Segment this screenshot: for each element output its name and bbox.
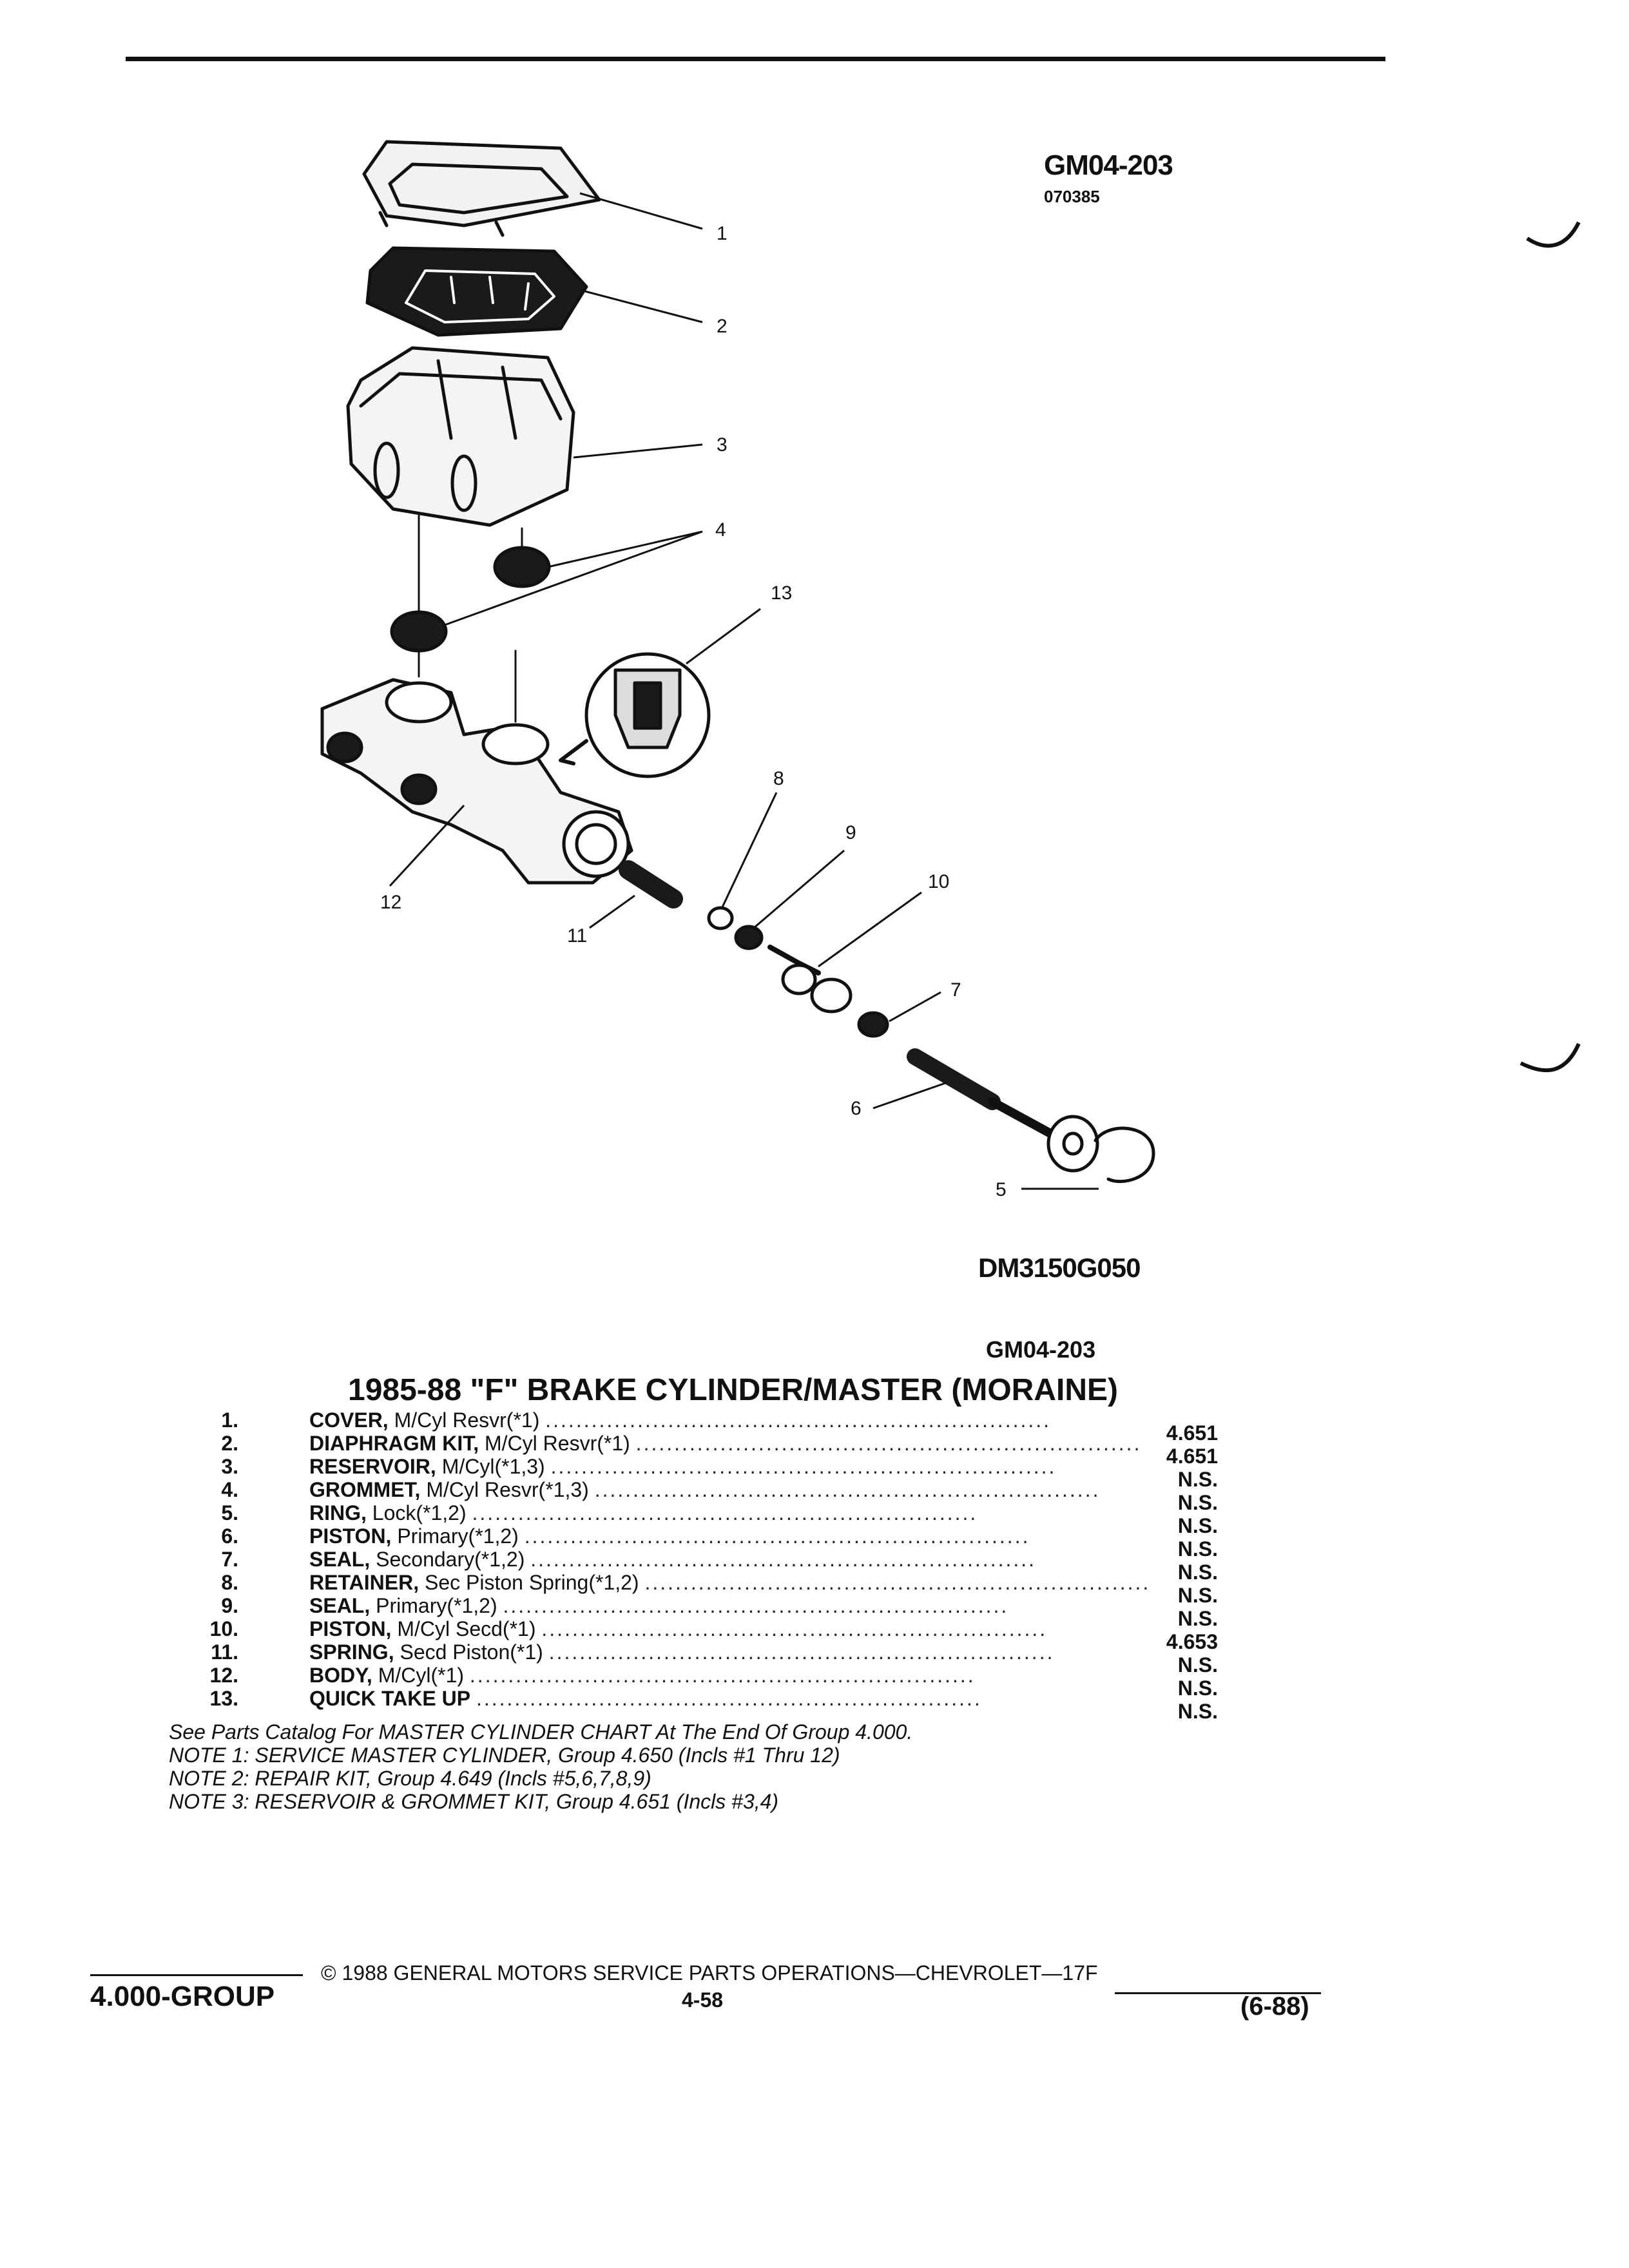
part-number: 12.	[209, 1664, 238, 1687]
part-description: RING, Lock(*1,2) ..................................................................	[309, 1501, 978, 1524]
part-number: 10.	[209, 1617, 238, 1640]
spring-part	[628, 870, 673, 899]
parts-row	[180, 1548, 1250, 1571]
part-description: PISTON, M/Cyl Secd(*1) ..................................................................	[309, 1617, 1048, 1640]
part-group: 4.653	[1166, 1630, 1218, 1653]
part-description: SEAL, Secondary(*1,2) ..................................................................	[309, 1548, 1037, 1571]
parts-row	[180, 1478, 1250, 1501]
parts-row	[180, 1571, 1250, 1594]
callout-13: 13	[771, 582, 793, 604]
callout-1: 1	[717, 223, 728, 244]
part-number: 8.	[221, 1571, 238, 1594]
part-description: RESERVOIR, M/Cyl(*1,3) ..................................................................	[309, 1455, 1057, 1478]
note-line: See Parts Catalog For MASTER CYLINDER CHART At The End Of Group 4.000.	[169, 1720, 913, 1744]
part-group: N.S.	[1177, 1468, 1218, 1491]
secondary-piston-part	[770, 947, 851, 1012]
parts-row	[180, 1687, 1250, 1710]
parts-row	[180, 1640, 1250, 1664]
part-description: PISTON, Primary(*1,2) ..................................................................	[309, 1524, 1030, 1548]
part-number: 13.	[209, 1687, 238, 1710]
parts-row	[180, 1664, 1250, 1687]
part-group: N.S.	[1177, 1514, 1218, 1537]
figure-date: 070385	[1044, 187, 1100, 206]
cover-part	[364, 142, 599, 235]
part-group: 4.651	[1166, 1421, 1218, 1445]
callout-6: 6	[851, 1098, 862, 1119]
part-number: 1.	[221, 1408, 238, 1432]
parts-list	[180, 1408, 1250, 1710]
part-description: BODY, M/Cyl(*1) ..................................................................	[309, 1664, 976, 1687]
callout-9: 9	[845, 822, 856, 843]
part-description: SPRING, Secd Piston(*1) ..................................................................	[309, 1640, 1055, 1664]
seal-secondary-part	[859, 1013, 887, 1036]
part-description: RETAINER, Sec Piston Spring(*1,2) ..................................................................	[309, 1571, 1151, 1594]
part-number: 6.	[221, 1524, 238, 1548]
part-group: N.S.	[1177, 1700, 1218, 1723]
figure-id: GM04-203	[1044, 149, 1173, 181]
part-group: N.S.	[1177, 1537, 1218, 1561]
callout-5: 5	[996, 1179, 1007, 1200]
part-group: N.S.	[1177, 1607, 1218, 1630]
seal-primary-part	[736, 927, 762, 948]
page-title: 1985-88 "F" BRAKE CYLINDER/MASTER (MORAINE)	[348, 1373, 1118, 1407]
callout-8: 8	[773, 768, 784, 789]
note-line: NOTE 2: REPAIR KIT, Group 4.649 (Incls #5,6,7,8,9)	[169, 1767, 651, 1790]
part-number: 7.	[221, 1548, 238, 1571]
callout-11: 11	[567, 925, 588, 947]
part-group: N.S.	[1177, 1677, 1218, 1700]
part-group: N.S.	[1177, 1584, 1218, 1607]
reservoir-part	[348, 348, 574, 525]
part-number: 2.	[221, 1432, 238, 1455]
footer-group: 4.000-GROUP	[90, 1981, 275, 2012]
part-description: DIAPHRAGM KIT, M/Cyl Resvr(*1) ..................................................................	[309, 1432, 1142, 1455]
parts-row	[180, 1455, 1250, 1478]
part-description: SEAL, Primary(*1,2) ..................................................................	[309, 1594, 1009, 1617]
group-reference: GM04-203	[986, 1336, 1096, 1363]
parts-row	[180, 1432, 1250, 1455]
parts-row	[180, 1501, 1250, 1524]
part-number: 11.	[211, 1640, 238, 1664]
part-description: GROMMET, M/Cyl Resvr(*1,3) ..................................................................	[309, 1478, 1101, 1501]
quick-take-up-detail	[561, 654, 709, 776]
parts-row	[180, 1524, 1250, 1548]
group-number-column	[1095, 1421, 1218, 1723]
footer-rule-left	[90, 1974, 303, 1976]
retainer-part	[709, 908, 732, 928]
part-group: N.S.	[1177, 1491, 1218, 1514]
part-group: 4.651	[1166, 1445, 1218, 1468]
callout-7: 7	[950, 979, 961, 1001]
parts-row	[180, 1617, 1250, 1640]
callout-2: 2	[717, 316, 728, 337]
callout-4: 4	[715, 519, 726, 541]
note-line: NOTE 1: SERVICE MASTER CYLINDER, Group 4.650 (Incls #1 Thru 12)	[169, 1744, 840, 1767]
primary-piston-part	[915, 1057, 1097, 1171]
part-group: N.S.	[1177, 1561, 1218, 1584]
footer-copyright: © 1988 GENERAL MOTORS SERVICE PARTS OPERATIONS—CHEVROLET—17F	[321, 1961, 1098, 1984]
note-line: NOTE 3: RESERVOIR & GROMMET KIT, Group 4.651 (Incls #3,4)	[169, 1790, 779, 1813]
diaphragm-part	[367, 248, 586, 335]
part-number: 4.	[221, 1478, 238, 1501]
callout-12: 12	[380, 892, 402, 913]
callout-10: 10	[928, 871, 950, 892]
part-number: 3.	[221, 1455, 238, 1478]
lock-ring-part	[1095, 1128, 1153, 1182]
page-number: 4-58	[682, 1988, 724, 2012]
parts-row	[180, 1408, 1250, 1432]
part-number: 9.	[221, 1594, 238, 1617]
part-group: N.S.	[1177, 1653, 1218, 1677]
part-number: 5.	[221, 1501, 238, 1524]
footer-date: (6-88)	[1240, 1992, 1309, 2021]
parts-row	[180, 1594, 1250, 1617]
drawing-code: DM3150G050	[978, 1253, 1141, 1283]
callout-3: 3	[717, 434, 728, 456]
notes-block	[169, 1720, 1329, 1813]
part-description: COVER, M/Cyl Resvr(*1) ..................................................................	[309, 1408, 1052, 1432]
part-description: QUICK TAKE UP ..................................................................	[309, 1687, 982, 1710]
